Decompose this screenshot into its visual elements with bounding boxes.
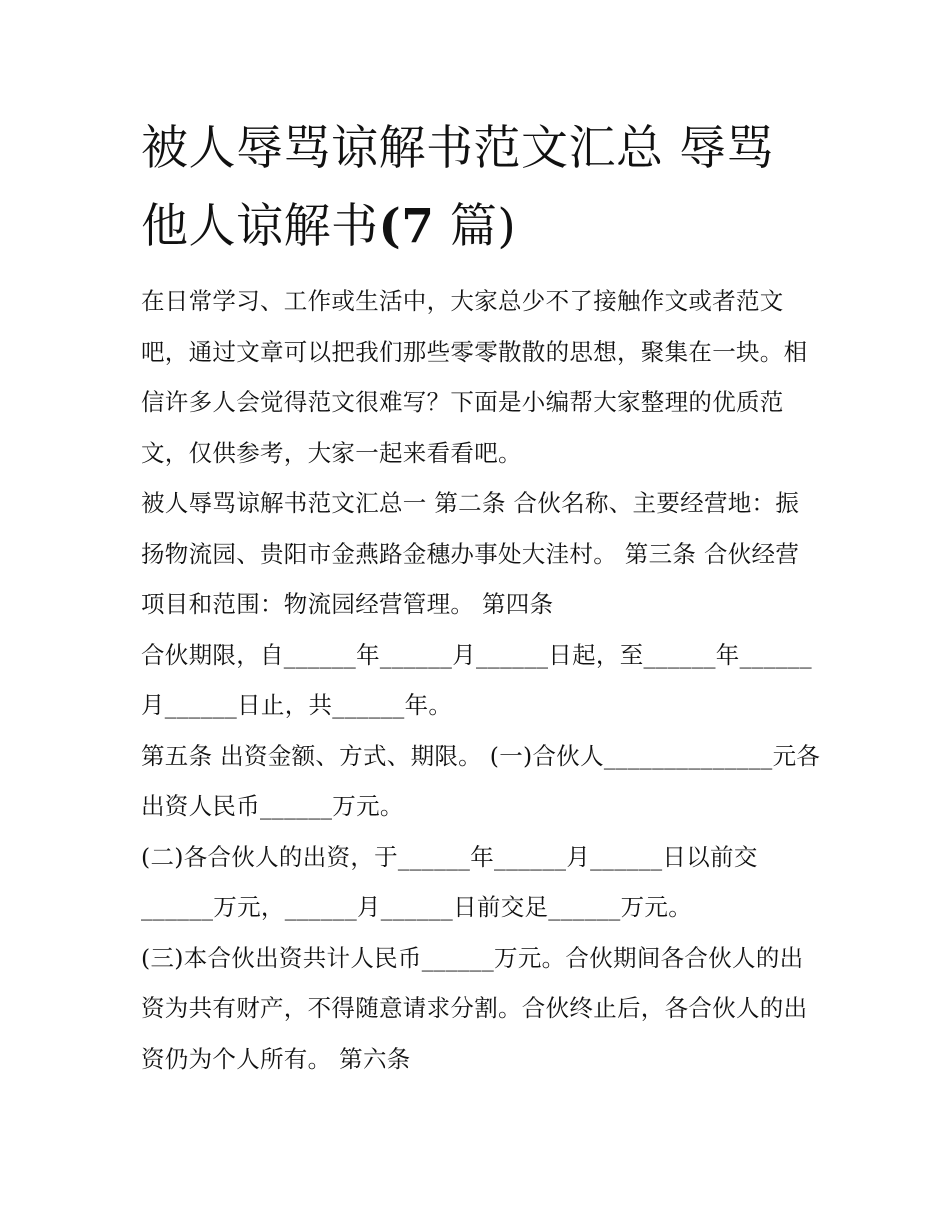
title-line-2-count: (7 (378, 199, 435, 254)
document-title (141, 110, 831, 266)
document-body (141, 276, 821, 1084)
paragraph-intro: 在日常学习、工作或生活中，大家总少不了接触作文或者范文吧，通过文章可以把我们那些零零散散的思想，聚集在一块。相信许多人会觉得范文很难写？下面是小编帮大家整理的优质范文，仅供参考，大家一起来看看吧。 (141, 287, 808, 467)
paragraph-contribution-schedule: (二)各合伙人的出资，于______年______月______日以前交______万元，______月______日前交足______万元。 (141, 842, 758, 921)
title-line-2-prefix: 他人谅解书 (141, 199, 379, 254)
paragraph-term: 合伙期限，自______年______月______日起，至______年______月______日止，共______年。 (141, 640, 812, 719)
paragraph-total-contribution: (三)本合伙出资共计人民币______万元。合伙期间各合伙人的出资为共有财产，不得随意请求分割。合伙终止后，各合伙人的出资仍为个人所有。 第六条 (141, 943, 808, 1073)
title-line-2-suffix: 篇) (434, 199, 517, 254)
paragraph-article-5: 第五条 出资金额、方式、期限。 (一)合伙人______________元各出资人民币______万元。 (141, 741, 821, 820)
title-line-1: 被人辱骂谅解书范文汇总 辱骂 (141, 121, 774, 176)
paragraph-article-2-3-4: 被人辱骂谅解书范文汇总一 第二条 合伙名称、主要经营地：振扬物流园、贵阳市金燕路金穗办事处大洼村。 第三条 合伙经营项目和范围：物流园经营管理。 第四条 (141, 489, 800, 618)
